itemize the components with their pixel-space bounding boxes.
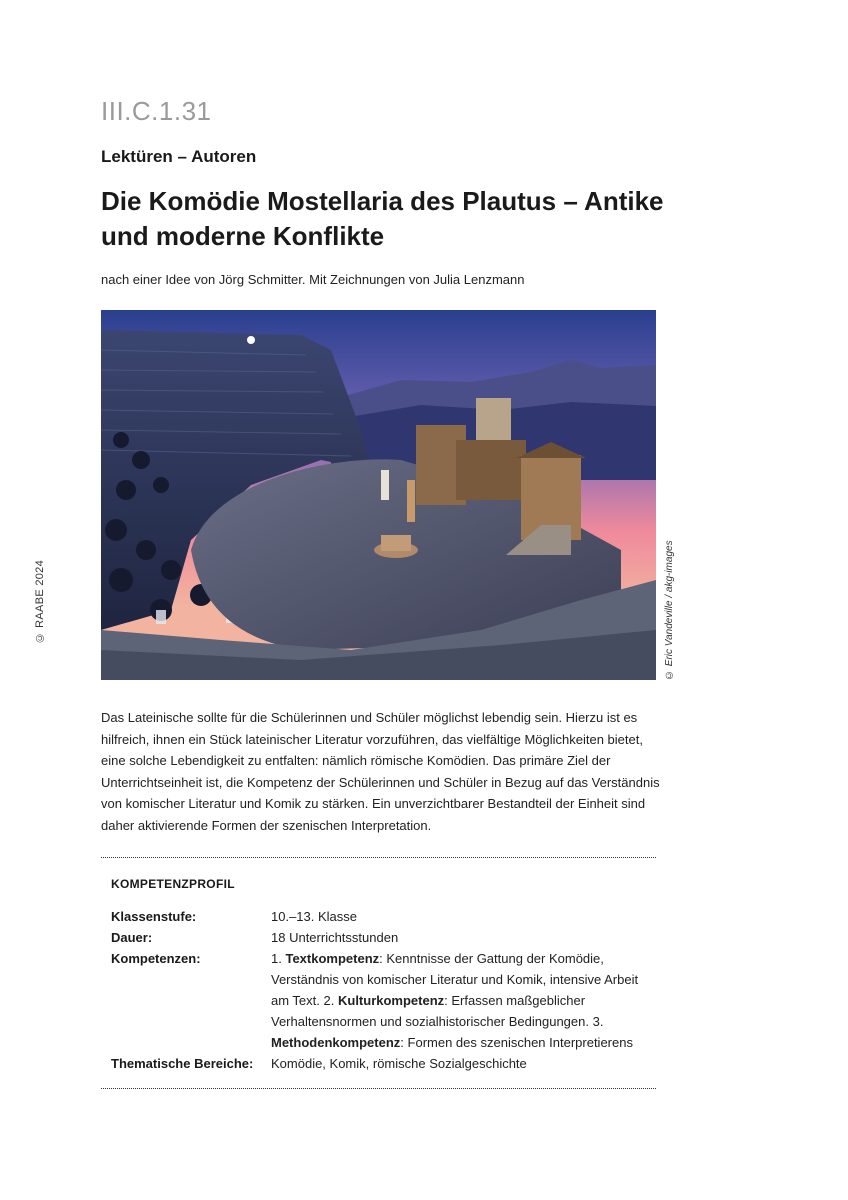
dauer-label: Dauer: xyxy=(111,930,153,945)
themen-value: Komödie, Komik, römische Sozialgeschichte xyxy=(271,1056,527,1071)
k3-text: : Formen des szenischen Interpretierens xyxy=(400,1035,633,1050)
profile-row-themen xyxy=(111,1053,656,1074)
profile-heading: KOMPETENZPROFIL xyxy=(111,877,235,891)
kompetenzprofil xyxy=(111,906,656,1074)
k1-text: : Kenntnisse der Gattung der Komödie, Verständnis von komischer Literatur und Komik, intensive Arbeit am Text. xyxy=(271,951,639,1008)
themen-label: Thematische Bereiche: xyxy=(111,1056,254,1071)
klassenstufe-label: Klassenstufe: xyxy=(111,909,197,924)
unit-code: III.C.1.31 xyxy=(101,96,212,126)
divider-top xyxy=(101,857,656,858)
k1-name: Textkompetenz xyxy=(285,951,380,966)
profile-row-klassenstufe xyxy=(111,906,656,927)
k3-num: 3. xyxy=(592,1014,604,1029)
k2-num: 2. xyxy=(323,993,338,1008)
k1-num: 1. xyxy=(271,951,286,966)
series-label: Lektüren – Autoren xyxy=(101,147,257,166)
profile-row-dauer xyxy=(111,927,656,948)
intro-paragraph: Das Lateinische sollte für die Schülerinnen und Schüler möglichst lebendig sein. Hierzu ist es hilfreich, ihnen ein Stück lateinischer Literatur vorzuführen, das vielfältige Möglichkeiten bietet, eine solche Lebendigkeit zu entfalten: nämlich römische Komödien. Das primäre Ziel der Unterrichtseinheit ist, die Kompetenz der Schülerinnen und Schüler in Bezug auf das Verständnis von komischer Literatur und Komik zu stärken. Ein unverzichtbarer Bestandteil der Einheit sind daher aktivierende Formen der szenischen Interpretation. xyxy=(101,710,660,833)
page-title: Die Komödie Mostellaria des Plautus – Antike und moderne Konflikte xyxy=(101,186,664,251)
dauer-value: 18 Unterrichtsstunden xyxy=(271,930,399,945)
k2-text: : Erfassen maßgeblicher Verhaltensnormen und sozialhistorischer Bedingungen. xyxy=(271,993,593,1029)
kompetenzen-value xyxy=(271,948,656,1053)
klassenstufe-value: 10.–13. Klasse xyxy=(271,909,358,924)
side-copyright: © RAABE 2024 xyxy=(34,560,46,644)
byline: nach einer Idee von Jörg Schmitter. Mit Zeichnungen von Julia Lenzmann xyxy=(101,272,525,287)
k2-name: Kulturkompetenz xyxy=(337,993,445,1008)
kompetenzen-label: Kompetenzen: xyxy=(111,951,201,966)
theater-photo xyxy=(101,310,656,680)
k3-name: Methodenkompetenz xyxy=(271,1035,401,1050)
profile-row-kompetenzen xyxy=(111,948,656,1053)
divider-bottom xyxy=(101,1088,656,1089)
theater-photo-illustration xyxy=(101,310,656,680)
photo-credit: © Eric Vandeville / akg-images xyxy=(664,540,675,680)
